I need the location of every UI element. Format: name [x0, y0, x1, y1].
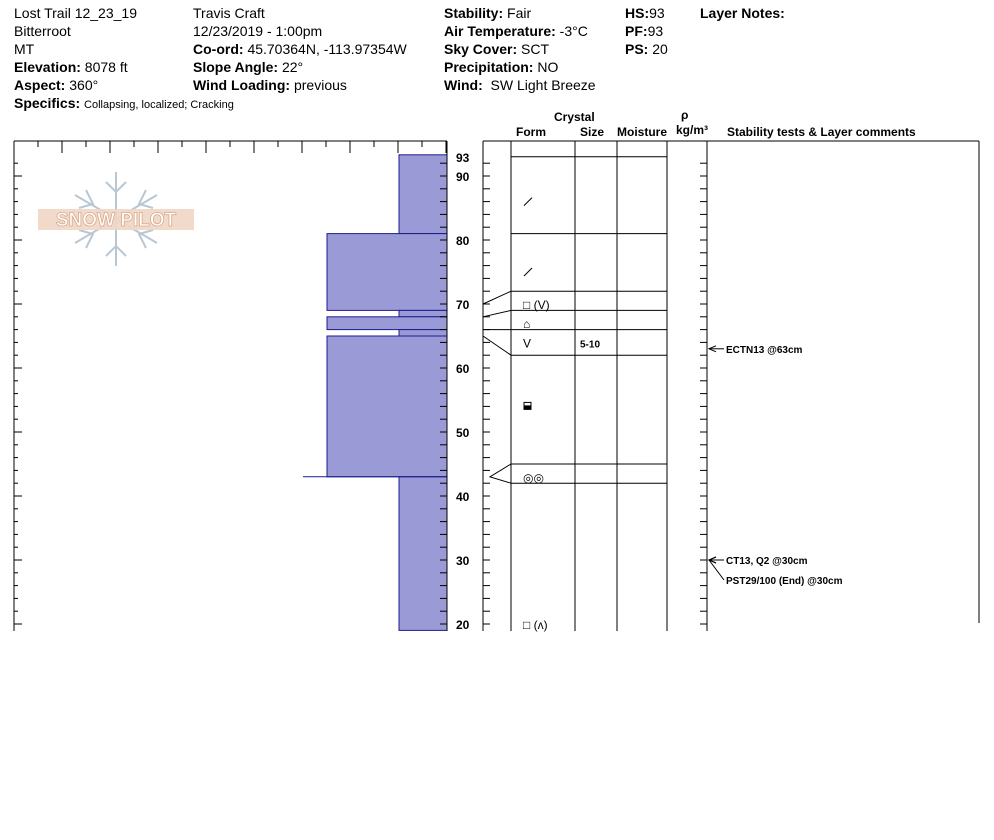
- state-name: MT: [14, 41, 35, 57]
- layer-connector: [483, 336, 511, 355]
- depth-tick-label: 30: [456, 554, 470, 568]
- form-symbol: ⌂: [523, 317, 531, 332]
- hardness-profile: [303, 155, 447, 631]
- form-heading: Form: [516, 125, 546, 139]
- layer-connector: [483, 310, 511, 316]
- range-name: Bitterroot: [14, 23, 71, 39]
- density-unit-heading: kg/m³: [676, 123, 709, 137]
- size-heading: Size: [580, 125, 605, 139]
- moisture-heading: Moisture: [617, 125, 668, 139]
- form-symbol: □ (ʌ): [523, 618, 548, 632]
- depth-tick-label: 60: [456, 362, 470, 376]
- layer-notes-label: Layer Notes:: [700, 5, 785, 21]
- layer-connector: [483, 291, 511, 304]
- depth-tick-label: 70: [456, 298, 470, 312]
- stability-tests: [709, 345, 843, 587]
- hardness-bar: [399, 310, 447, 316]
- decomposing-fragments-icon: [524, 198, 532, 206]
- form-symbol: ◎◎: [523, 470, 544, 485]
- depth-top-label: 93: [456, 150, 470, 165]
- hardness-bar: [327, 234, 447, 311]
- wind: Wind: SW Light Breeze: [444, 77, 596, 93]
- ps: PS: 20: [625, 41, 668, 57]
- hardness-bar: [327, 317, 447, 330]
- datetime: 12/23/2019 - 1:00pm: [193, 23, 323, 39]
- rounding-facets-fill: [524, 405, 531, 409]
- wind-loading: Wind Loading: previous: [193, 77, 347, 93]
- layer-connector: [490, 464, 511, 483]
- hardness-bar: [399, 155, 447, 234]
- decomposing-fragments-icon: [524, 268, 532, 276]
- crystal-heading: Crystal: [554, 110, 595, 124]
- comments-heading: Stability tests & Layer comments: [727, 125, 916, 139]
- depth-tick-label: 90: [456, 170, 470, 184]
- observer: Travis Craft: [193, 5, 265, 21]
- hs: HS:93: [625, 5, 665, 21]
- hardness-bar: [327, 336, 447, 477]
- layer-size: 5-10: [580, 339, 601, 351]
- pf: PF:93: [625, 23, 664, 39]
- site-name: Lost Trail 12_23_19: [14, 5, 137, 21]
- stability: Stability: Fair: [444, 5, 532, 21]
- stability-test-label: PST29/100 (End) @30cm: [726, 576, 843, 587]
- depth-tick-label: 50: [456, 426, 470, 440]
- elevation: Elevation: 8078 ft: [14, 59, 128, 75]
- depth-tick-label: 20: [456, 618, 470, 632]
- sky-cover: Sky Cover: SCT: [444, 41, 550, 57]
- air-temperature: Air Temperature: -3°C: [444, 23, 588, 39]
- depth-tick-label: 80: [456, 234, 470, 248]
- precipitation: Precipitation: NO: [444, 59, 559, 75]
- stability-test-label: CT13, Q2 @30cm: [726, 556, 808, 567]
- specifics: Specifics: Collapsing, localized; Cracking: [14, 95, 234, 111]
- test-arrow: [709, 560, 724, 580]
- logo-text: SNOW PILOT: [55, 210, 177, 231]
- snowpilot-logo: [38, 172, 194, 266]
- rho-heading: ρ: [681, 108, 689, 122]
- slope-angle: Slope Angle: 22°: [193, 59, 304, 75]
- form-symbol: □ (V): [523, 298, 550, 312]
- hardness-bar: [399, 477, 447, 631]
- coordinates: Co-ord: 45.70364N, -113.97354W: [193, 41, 407, 57]
- hardness-bar: [399, 330, 447, 336]
- depth-tick-label: 40: [456, 490, 470, 504]
- stability-test-label: ECTN13 @63cm: [726, 344, 803, 356]
- aspect: Aspect: 360°: [14, 77, 99, 93]
- form-symbol: V: [523, 336, 532, 351]
